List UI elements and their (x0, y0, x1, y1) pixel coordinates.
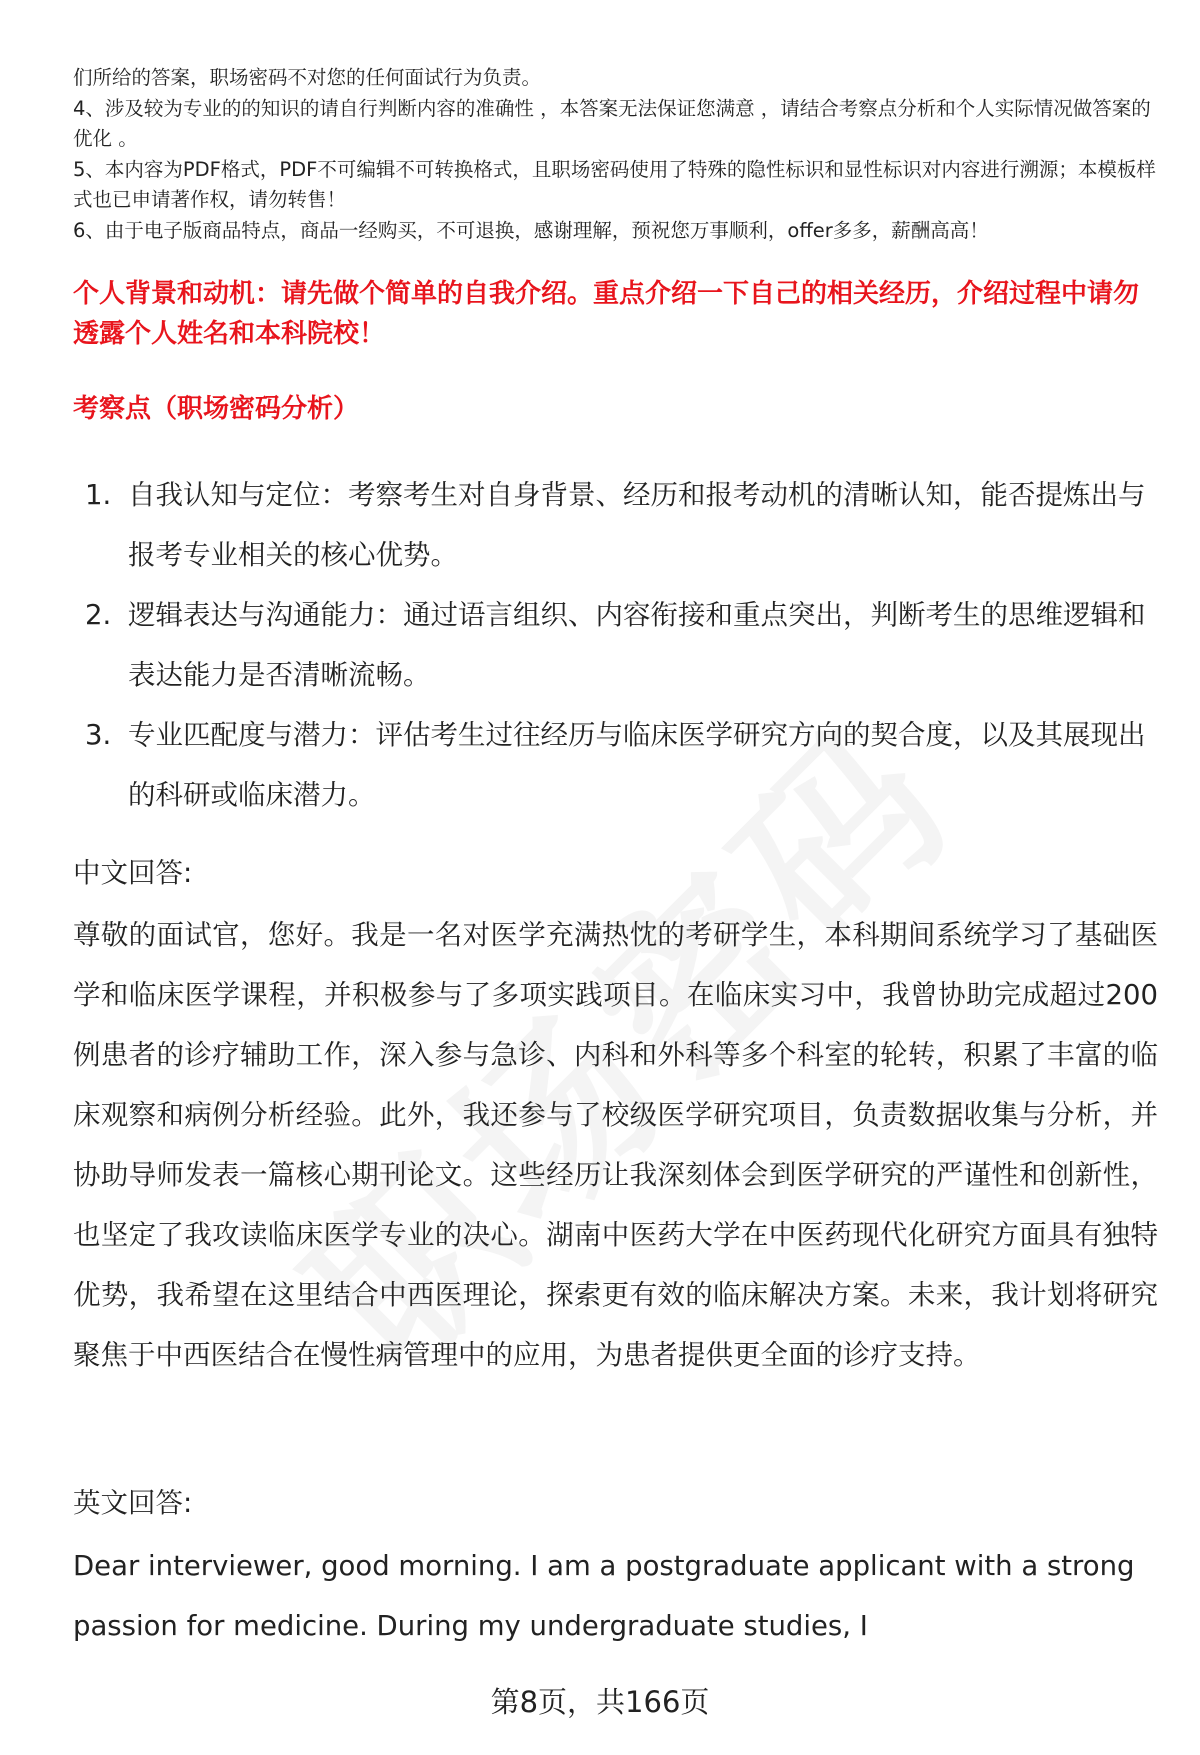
chinese-answer-label: 中文回答: (73, 857, 193, 889)
disclaimer-notes (73, 63, 1163, 246)
analysis-points (73, 465, 1158, 825)
list-text: 专业匹配度与潜力：评估考生过往经历与临床医学研究方向的契合度，以及其展现出的科研或临床潜力。 (128, 719, 1146, 811)
list-item (73, 465, 1158, 585)
interview-question: 个人背景和动机：请先做个简单的自我介绍。重点介绍一下自己的相关经历，介绍过程中请勿透露个人姓名和本科院校！ (73, 279, 1140, 349)
list-number: 2. (85, 599, 112, 631)
english-answer: Dear interviewer, good morning. I am a postgraduate applicant with a strong passion for medicine. During my undergraduate studies, I (73, 1550, 1135, 1642)
note-line: 4、涉及较为专业的的知识的请自行判断内容的准确性 ，本答案无法保证您满意 ，请结合考察点分析和个人实际情况做答案的优化 。 (73, 96, 1151, 150)
list-number: 1. (85, 479, 112, 511)
analysis-title: 考察点（职场密码分析） (73, 394, 360, 424)
list-item (73, 585, 1158, 705)
note-line: 5、本内容为PDF格式，PDF不可编辑不可转换格式，且职场密码使用了特殊的隐性标识和显性标识对内容进行溯源；本模板样式也已申请著作权，请勿转售！ (73, 157, 1156, 211)
page-number: 第8页，共166页 (490, 1685, 710, 1719)
english-answer-label: 英文回答: (73, 1487, 193, 1519)
list-item (73, 705, 1158, 825)
list-text: 逻辑表达与沟通能力：通过语言组织、内容衔接和重点突出，判断考生的思维逻辑和表达能力是否清晰流畅。 (128, 599, 1146, 691)
list-number: 3. (85, 719, 112, 751)
chinese-answer: 尊敬的面试官，您好。我是一名对医学充满热忱的考研学生，本科期间系统学习了基础医学和临床医学课程，并积极参与了多项实践项目。在临床实习中，我曾协助完成超过200例患者的诊疗辅助工作，深入参与急诊、内科和外科等多个科室的轮转，积累了丰富的临床观察和病例分析经验。此外，我还参与了校级医学研究项目，负责数据收集与分析，并协助导师发表一篇核心期刊论文。这些经历让我深刻体会到医学研究的严谨性和创新性，也坚定了我攻读临床医学专业的决心。湖南中医药大学在中医药现代化研究方面具有独特优势，我希望在这里结合中西医理论，探索更有效的临床解决方案。未来，我计划将研究聚焦于中西医结合在慢性病管理中的应用，为患者提供更全面的诊疗支持。 (73, 919, 1158, 1371)
note-line: 6、由于电子版商品特点，商品一经购买，不可退换，感谢理解，预祝您万事顺利，offer多多，薪酬高高！ (73, 218, 989, 242)
note-line: 们所给的答案，职场密码不对您的任何面试行为负责。 (73, 66, 542, 89)
list-text: 自我认知与定位：考察考生对自身背景、经历和报考动机的清晰认知，能否提炼出与报考专业相关的核心优势。 (128, 479, 1146, 571)
